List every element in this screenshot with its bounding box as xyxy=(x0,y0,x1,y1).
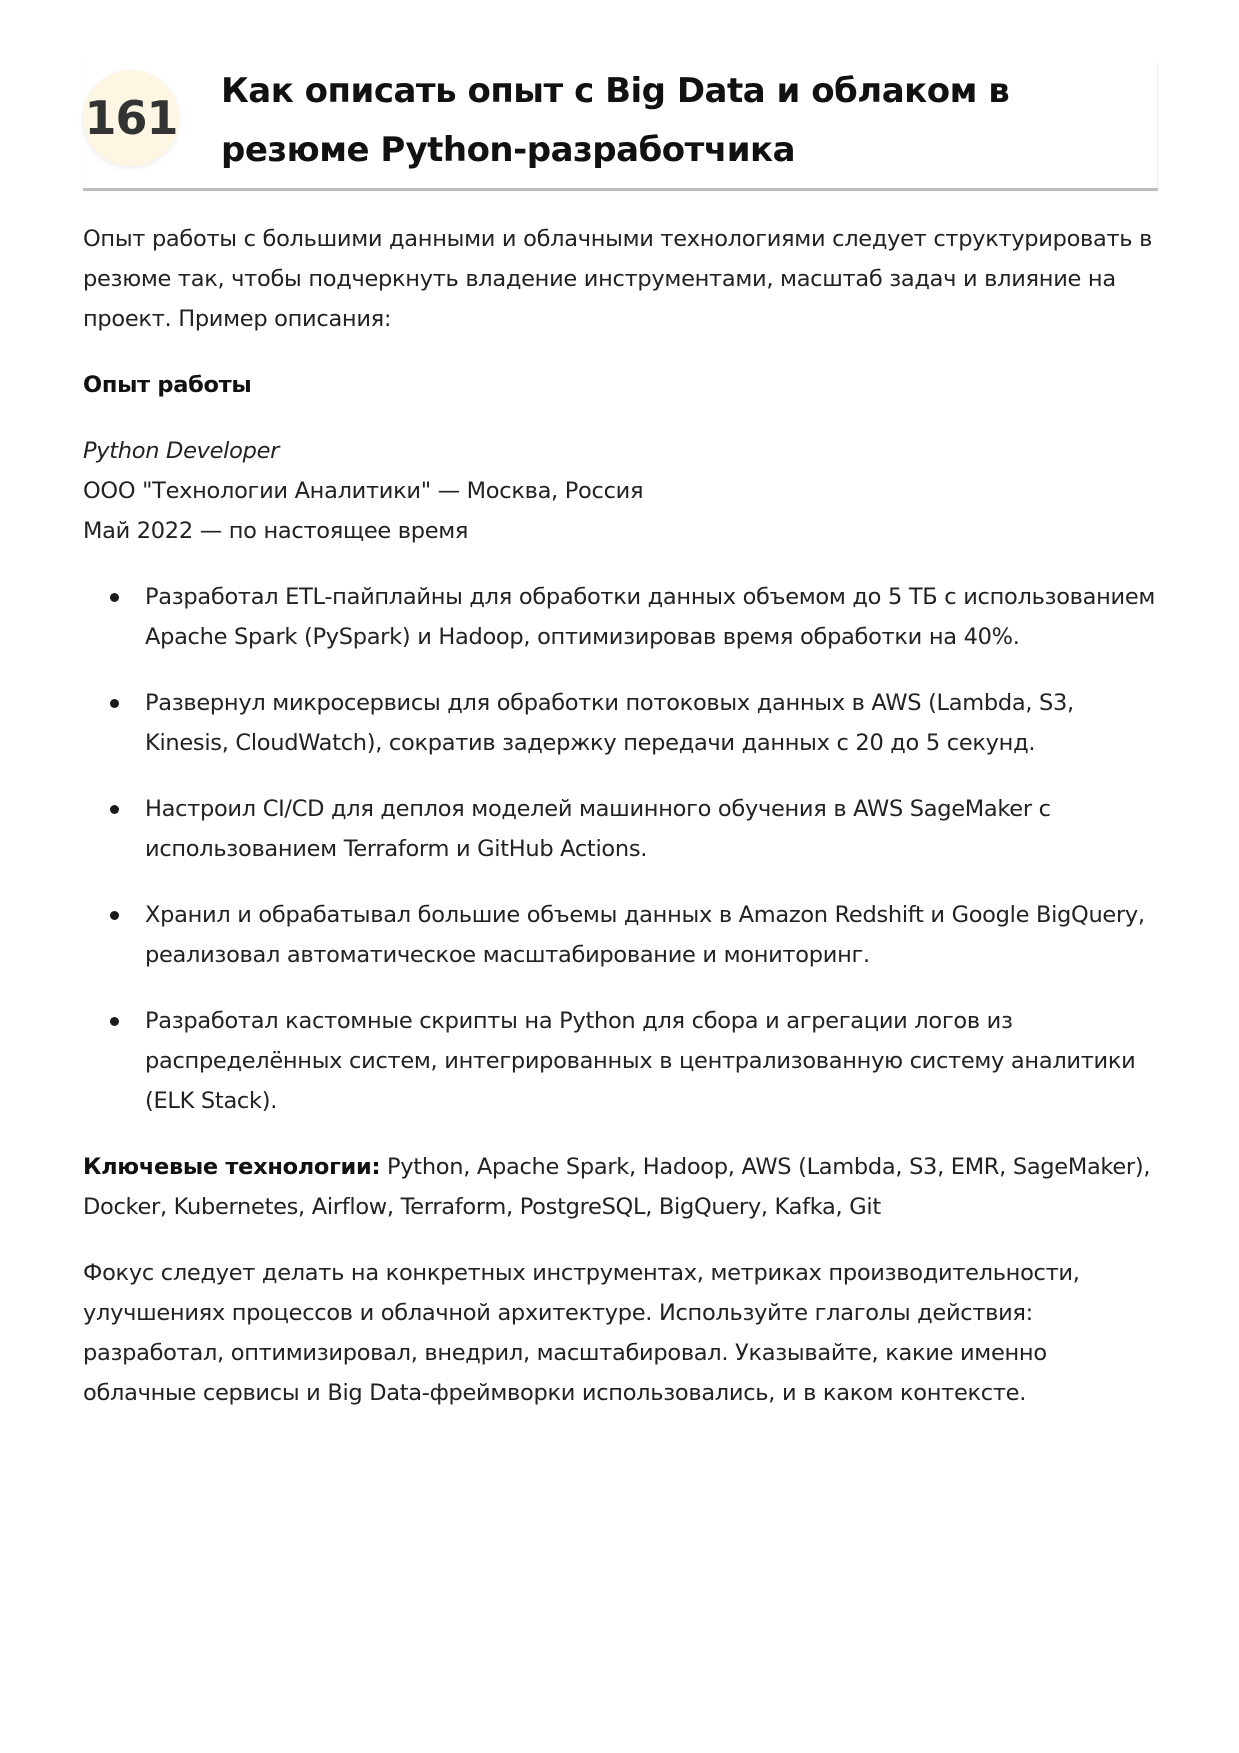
bullet-icon xyxy=(110,593,119,602)
list-item-text: Развернул микросервисы для обработки потоковых данных в AWS (Lambda, S3, Kinesis, CloudWatch), сократив задержку передачи данных с 20 до 5 секунд. xyxy=(145,690,1074,756)
bullet-icon xyxy=(110,911,119,920)
job-role: Python Developer xyxy=(83,438,280,464)
technologies-value: Python, Apache Spark, Hadoop, AWS (Lambda, S3, EMR, SageMaker), Docker, Kubernetes, Airflow, Terraform, PostgreSQL, BigQuery, Kafka, Git xyxy=(83,1154,1151,1220)
article-body xyxy=(83,191,1158,1413)
technologies-label: Ключевые технологии: xyxy=(83,1154,381,1180)
list-item-text: Разработал ETL-пайплайны для обработки данных объемом до 5 ТБ с использованием Apache Spark (PySpark) и Hadoop, оптимизировав время обработки на 40%. xyxy=(145,584,1156,650)
list-item xyxy=(145,683,1158,763)
list-item xyxy=(145,1001,1158,1121)
intro-paragraph: Опыт работы с большими данными и облачными технологиями следует структурировать в резюме так, чтобы подчеркнуть владение инструментами, масштаб задач и влияние на проект. Пример описания: xyxy=(83,226,1153,332)
page-header xyxy=(83,58,1158,191)
list-item-text: Разработал кастомные скрипты на Python для сбора и агрегации логов из распределённых систем, интегрированных в централизованную систему аналитики (ELK Stack). xyxy=(145,1008,1136,1114)
list-item-text: Настроил CI/CD для деплоя моделей машинного обучения в AWS SageMaker с использованием Terraform и GitHub Actions. xyxy=(145,796,1051,862)
question-number-badge: 161 xyxy=(83,70,179,166)
achievements-list xyxy=(83,577,1158,1121)
bullet-icon xyxy=(110,1017,119,1026)
bullet-icon xyxy=(110,699,119,708)
list-item-text: Хранил и обрабатывал большие объемы данных в Amazon Redshift и Google BigQuery, реализовал автоматическое масштабирование и мониторинг. xyxy=(145,902,1145,968)
job-info xyxy=(83,431,1158,551)
document-page xyxy=(83,58,1158,1413)
list-item xyxy=(145,895,1158,975)
list-item xyxy=(145,577,1158,657)
conclusion-paragraph: Фокус следует делать на конкретных инструментах, метриках производительности, улучшениях процессов и облачной архитектуре. Используйте глаголы действия: разработал, оптимизировал, внедрил, масштабировал. Указывайте, какие именно облачные сервисы и Big Data-фреймворки использовались, и в каком контексте. xyxy=(83,1260,1080,1406)
job-period: Май 2022 — по настоящее время xyxy=(83,518,469,544)
bullet-icon xyxy=(110,805,119,814)
job-company: ООО "Технологии Аналитики" — Москва, Россия xyxy=(83,478,644,504)
experience-heading: Опыт работы xyxy=(83,372,252,398)
technologies-paragraph xyxy=(83,1147,1158,1227)
list-item xyxy=(145,789,1158,869)
page-title: Как описать опыт с Big Data и облаком в резюме Python-разработчика xyxy=(221,71,1010,170)
